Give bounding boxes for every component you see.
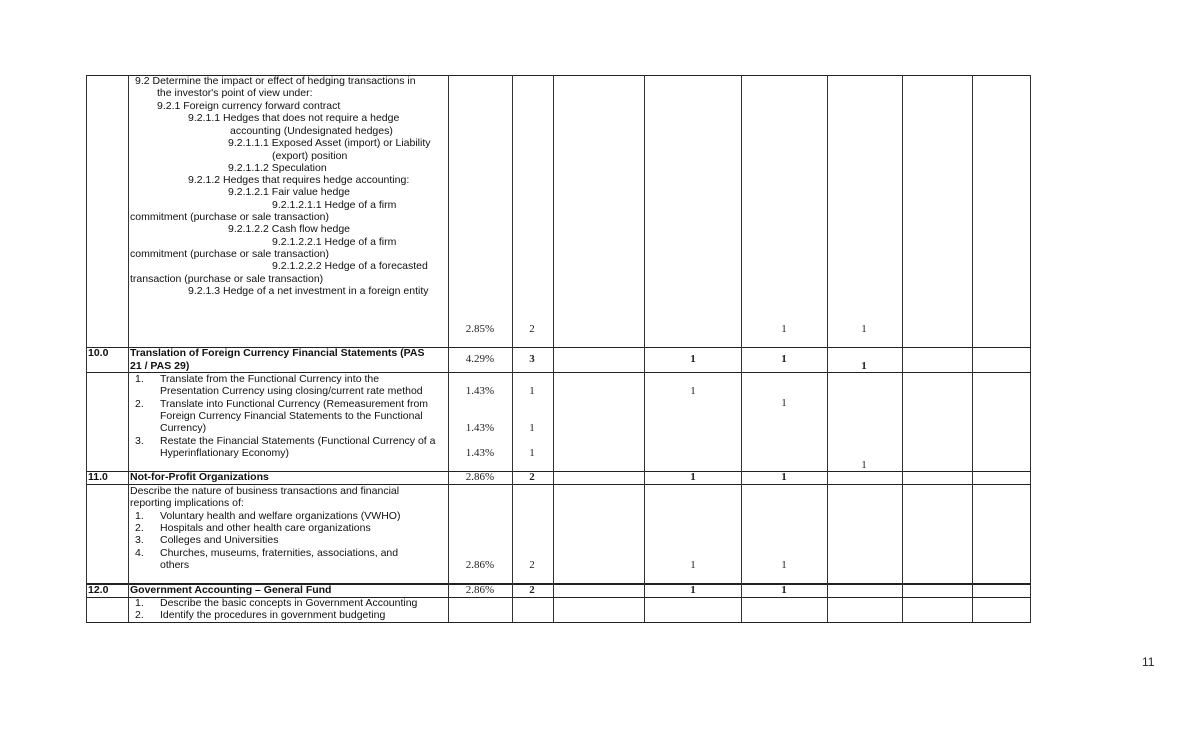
col-border [972, 75, 973, 622]
item-count: 2 [529, 323, 535, 335]
list-number: 4. [135, 547, 144, 559]
weight-percent: 4.29% [465, 353, 495, 365]
outline-line: 9.2.1.3 Hedge of a net investment in a foreign entity [188, 285, 429, 297]
item-count: 3 [529, 353, 535, 365]
section-title: Government Accounting – General Fund [130, 584, 332, 596]
page-number: 11 [1142, 655, 1155, 669]
section-number: 10.0 [88, 347, 109, 359]
cell-value: 1 [781, 353, 787, 365]
item-count: 2 [529, 559, 535, 571]
weight-percent: 2.85% [465, 323, 495, 335]
list-number: 2. [135, 609, 144, 621]
cell-value: 1 [861, 360, 867, 372]
cell-value: 1 [861, 459, 867, 471]
cell-value: 1 [690, 584, 696, 596]
outline-line: 9.2.1.2.2 Cash flow hedge [228, 223, 351, 235]
outline-line: 9.2.1.1 Hedges that does not require a hedge [188, 112, 400, 124]
item-count: 2 [529, 471, 535, 483]
item-count: 2 [529, 584, 535, 596]
col-border [644, 75, 645, 622]
list-item: Foreign Currency Financial Statements to the Functional [160, 410, 423, 422]
weight-percent: 2.86% [465, 559, 495, 571]
weight-percent: 2.86% [465, 584, 495, 596]
cell-value: 1 [781, 559, 787, 571]
list-number: 1. [135, 373, 144, 385]
outline-line: transaction (purchase or sale transaction) [130, 273, 324, 285]
list-item: Currency) [160, 422, 207, 434]
list-item: Restate the Financial Statements (Functional Currency of a [160, 435, 436, 447]
col-border [827, 75, 828, 622]
outline-line: 9.2.1.2.2.2 Hedge of a forecasted [272, 260, 428, 272]
outline-line: 9.2.1.2.1.1 Hedge of a firm [272, 199, 397, 211]
col-border [741, 75, 742, 622]
col-border [448, 75, 449, 622]
weight-percent: 1.43% [465, 422, 495, 434]
section-title: 21 / PAS 29) [130, 360, 190, 372]
outline-line: commitment (purchase or sale transaction) [130, 211, 329, 223]
list-item: Translate into Functional Currency (Remeasurement from [160, 398, 429, 410]
col-border [1030, 75, 1031, 622]
cell-value: 1 [690, 353, 696, 365]
list-number: 1. [135, 597, 144, 609]
outline-line: 9.2.1.2 Hedges that requires hedge accounting: [188, 174, 410, 186]
list-item: others [160, 559, 190, 571]
section-number: 11.0 [88, 471, 108, 483]
list-item: Colleges and Universities [160, 534, 279, 546]
cell-value: 1 [690, 471, 696, 483]
outline-line: the investor's point of view under: [157, 87, 313, 99]
outline-line: commitment (purchase or sale transaction) [130, 248, 329, 260]
outline-line: (export) position [272, 150, 348, 162]
item-count: 1 [529, 447, 535, 459]
weight-percent: 1.43% [465, 447, 495, 459]
outline-line: 9.2.1.1.1 Exposed Asset (import) or Liability [228, 137, 431, 149]
weight-percent: 1.43% [465, 385, 495, 397]
cell-value: 1 [690, 559, 696, 571]
item-count: 1 [529, 422, 535, 434]
weight-percent: 2.86% [465, 471, 495, 483]
description: reporting implications of: [130, 497, 244, 509]
outline-line: 9.2.1 Foreign currency forward contract [157, 100, 341, 112]
list-item: Presentation Currency using closing/current rate method [160, 385, 423, 397]
outline-line: 9.2.1.2.1 Fair value hedge [228, 186, 351, 198]
cell-value: 1 [781, 584, 787, 596]
list-item: Identify the procedures in government budgeting [160, 609, 386, 621]
section-title: Translation of Foreign Currency Financial Statements (PAS [130, 347, 425, 359]
list-item: Voluntary health and welfare organizations (VWHO) [160, 510, 401, 522]
cell-value: 1 [781, 323, 787, 335]
row-border [86, 622, 1031, 623]
col-border [902, 75, 903, 622]
list-item: Churches, museums, fraternities, associations, and [160, 547, 399, 559]
list-number: 3. [135, 435, 144, 447]
outline-line: accounting (Undesignated hedges) [230, 125, 393, 137]
outline-line: 9.2 Determine the impact or effect of hedging transactions in [135, 75, 416, 87]
list-item: Hyperinflationary Economy) [160, 447, 289, 459]
section-title: Not-for-Profit Organizations [130, 471, 269, 483]
list-item: Describe the basic concepts in Government Accounting [160, 597, 418, 609]
item-count: 1 [529, 385, 535, 397]
cell-value: 1 [690, 385, 696, 397]
outline-line: 9.2.1.2.2.1 Hedge of a firm [272, 236, 397, 248]
col-border [512, 75, 513, 622]
list-number: 3. [135, 534, 144, 546]
list-number: 2. [135, 522, 144, 534]
col-border [86, 75, 87, 622]
list-item: Translate from the Functional Currency into the [160, 373, 380, 385]
cell-value: 1 [781, 397, 787, 409]
cell-value: 1 [781, 471, 787, 483]
col-border [128, 75, 129, 622]
list-item: Hospitals and other health care organizations [160, 522, 371, 534]
section-number: 12.0 [88, 584, 109, 596]
outline-line: 9.2.1.1.2 Speculation [228, 162, 327, 174]
list-number: 2. [135, 398, 144, 410]
description: Describe the nature of business transactions and financial [130, 485, 400, 497]
cell-value: 1 [861, 323, 867, 335]
col-border [553, 75, 554, 622]
list-number: 1. [135, 510, 144, 522]
